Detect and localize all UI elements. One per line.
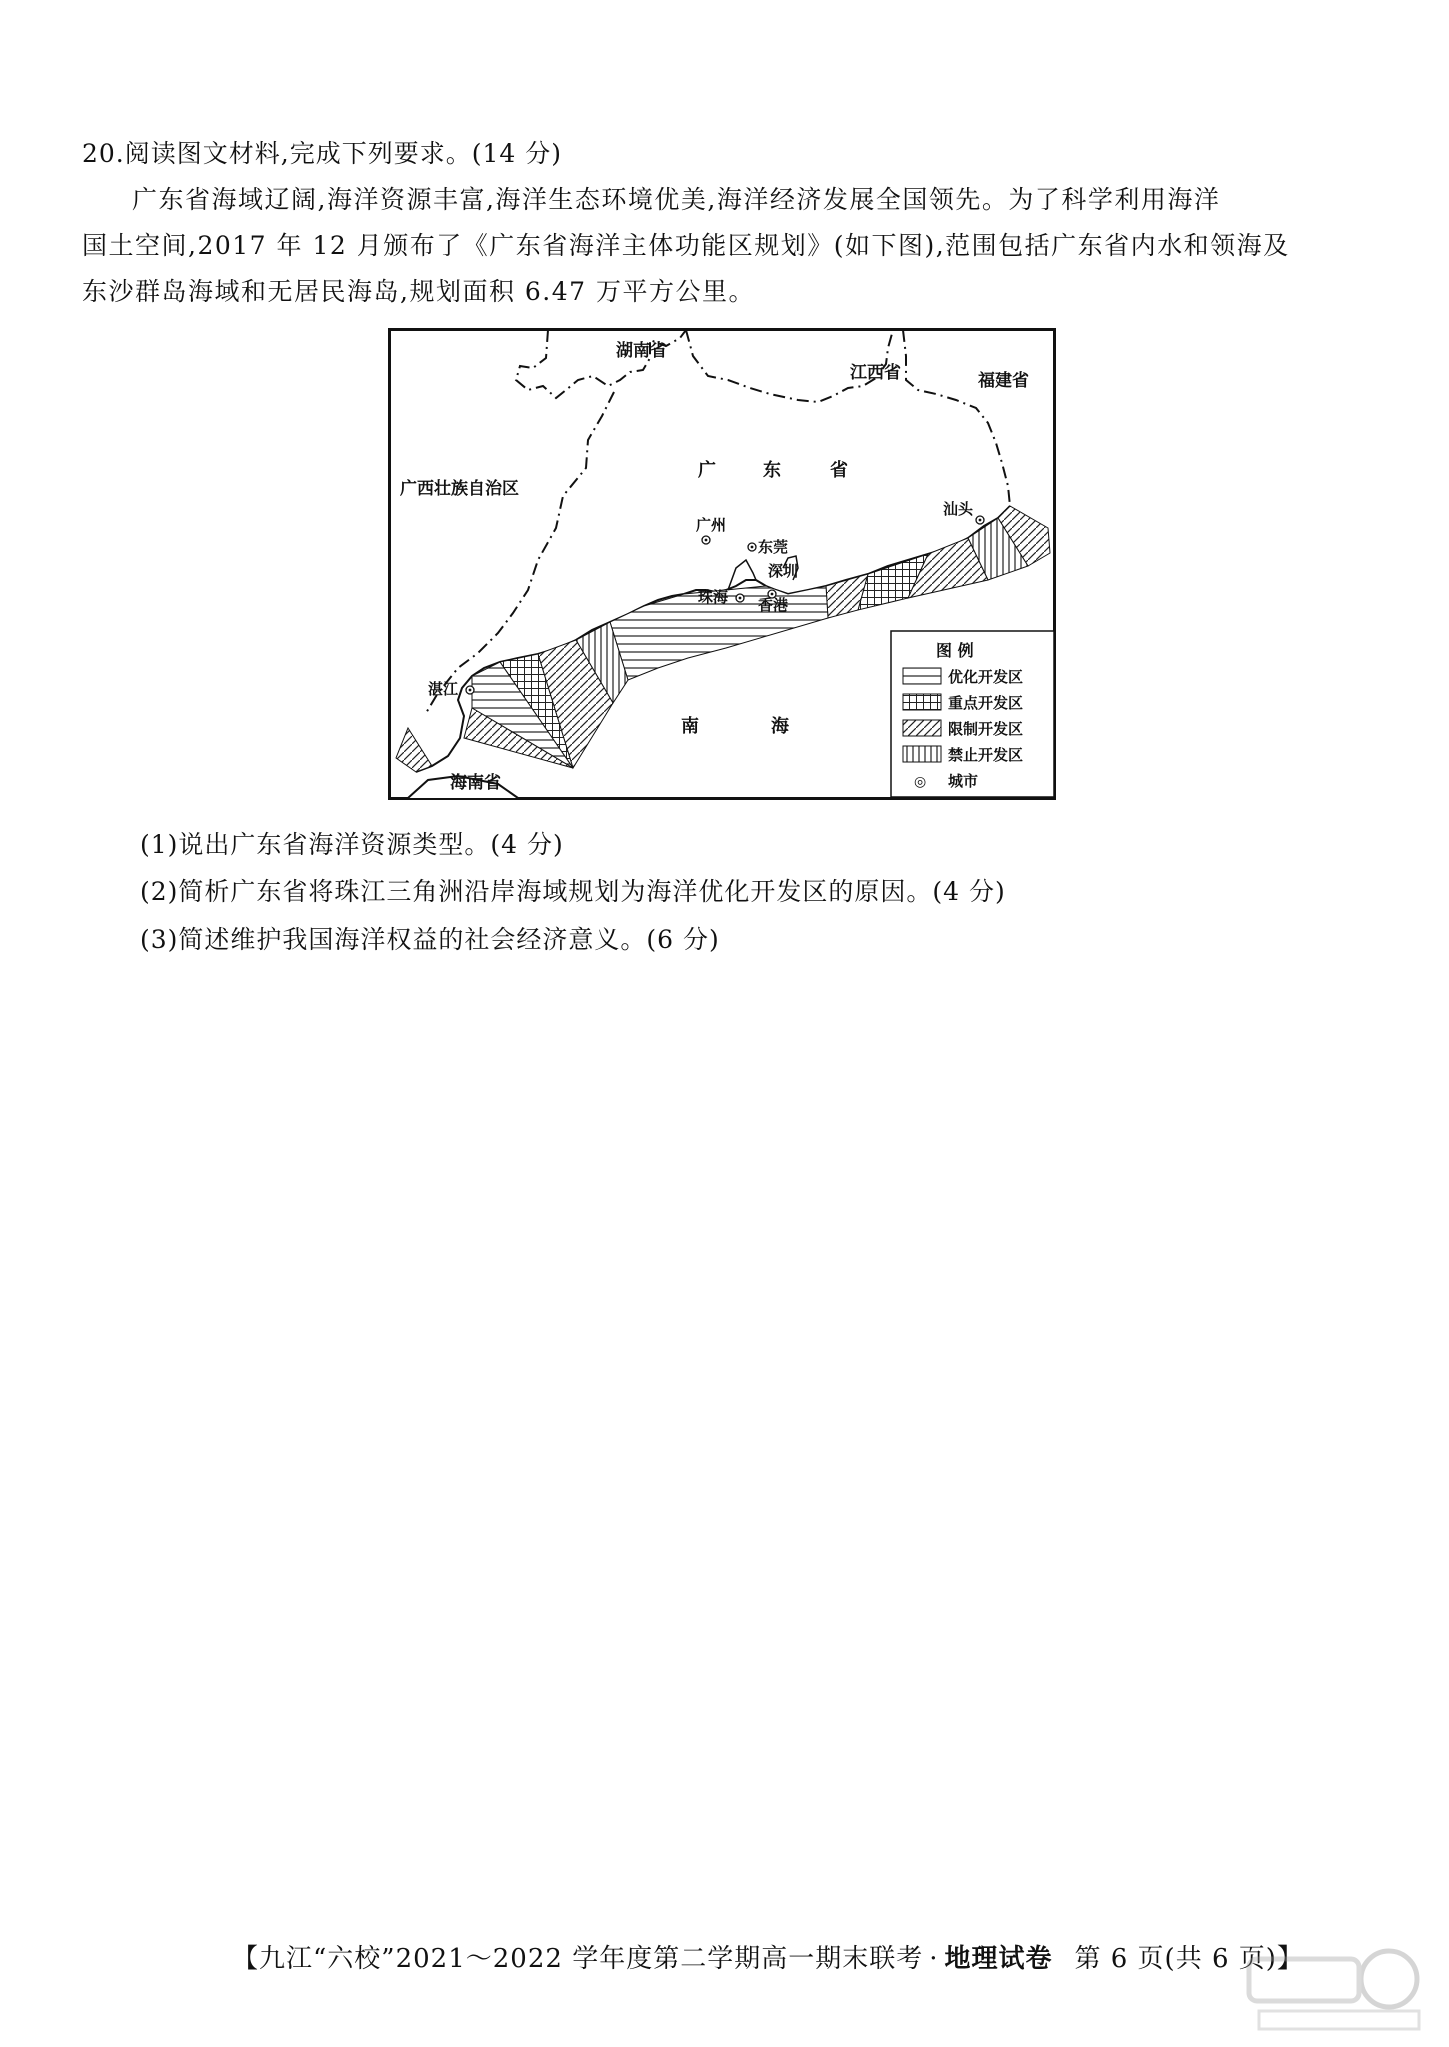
legend-city-symbol: ◎ bbox=[914, 774, 927, 790]
label-hainan: 海南省 bbox=[450, 773, 501, 793]
watermark-logo bbox=[1239, 1939, 1429, 2039]
sub-question-2: (2)简析广东省将珠江三角洲沿岸海域规划为海洋优化开发区的原因。(4 分) bbox=[140, 877, 1006, 906]
svg-text:珠海: 珠海 bbox=[698, 588, 729, 606]
material-line-1: 广东省海域辽阔,海洋资源丰富,海洋生态环境优美,海洋经济发展全国领先。为了科学利用海洋 bbox=[132, 185, 1221, 214]
legend-restricted: 限制开发区 bbox=[948, 720, 1024, 738]
footer-bracket-open: 【 bbox=[232, 1944, 260, 1974]
map-legend bbox=[891, 631, 1054, 797]
label-sea-1: 南 bbox=[681, 716, 699, 737]
legend-city: 城市 bbox=[948, 772, 979, 790]
legend-title: 图 例 bbox=[936, 641, 974, 660]
label-hunan: 湖南省 bbox=[616, 341, 667, 361]
footer-page: 第 6 页(共 6 页) bbox=[1074, 1944, 1277, 1974]
footer-exam: 九江“六校”2021～2022 学年度第二学期高一期末联考 bbox=[259, 1944, 924, 1974]
footer-dot: · bbox=[929, 1944, 939, 1974]
material-line-2: 国土空间,2017 年 12 月颁布了《广东省海洋主体功能区规划》(如下图),范围包括广东省内水和领海及 bbox=[82, 231, 1290, 260]
legend-prohibited: 禁止开发区 bbox=[948, 746, 1024, 764]
label-jiangxi: 江西省 bbox=[850, 363, 901, 383]
label-guangdong-2: 东 bbox=[763, 460, 781, 481]
material-line-3: 东沙群岛海域和无居民海岛,规划面积 6.47 万平方公里。 bbox=[82, 277, 756, 306]
svg-text:深圳: 深圳 bbox=[768, 562, 799, 580]
label-guangxi: 广西壮族自治区 bbox=[400, 479, 519, 499]
label-sea-2: 海 bbox=[771, 716, 789, 737]
label-guangdong-1: 广 bbox=[698, 460, 716, 481]
city-shenzhen bbox=[768, 562, 798, 580]
footer-bracket-close: 】 bbox=[1276, 1944, 1304, 1974]
sub-question-1: (1)说出广东省海洋资源类型。(4 分) bbox=[140, 830, 564, 859]
svg-text:东莞: 东莞 bbox=[758, 538, 789, 556]
legend-key: 重点开发区 bbox=[948, 694, 1024, 712]
svg-text:湛江: 湛江 bbox=[428, 680, 459, 698]
svg-text:广州: 广州 bbox=[696, 516, 727, 534]
label-guangdong-3: 省 bbox=[830, 460, 848, 481]
question-title: 20.阅读图文材料,完成下列要求。(14 分) bbox=[82, 139, 562, 168]
footer-subject: 地理试卷 bbox=[944, 1944, 1053, 1974]
guangdong-marine-zoning-map bbox=[388, 328, 1056, 800]
legend-optimized: 优化开发区 bbox=[948, 668, 1024, 686]
sub-question-3: (3)简述维护我国海洋权益的社会经济意义。(6 分) bbox=[140, 925, 720, 954]
svg-text:汕头: 汕头 bbox=[943, 500, 974, 518]
page-footer bbox=[232, 1938, 1304, 1975]
label-fujian: 福建省 bbox=[978, 371, 1029, 391]
svg-text:香港: 香港 bbox=[758, 596, 789, 614]
